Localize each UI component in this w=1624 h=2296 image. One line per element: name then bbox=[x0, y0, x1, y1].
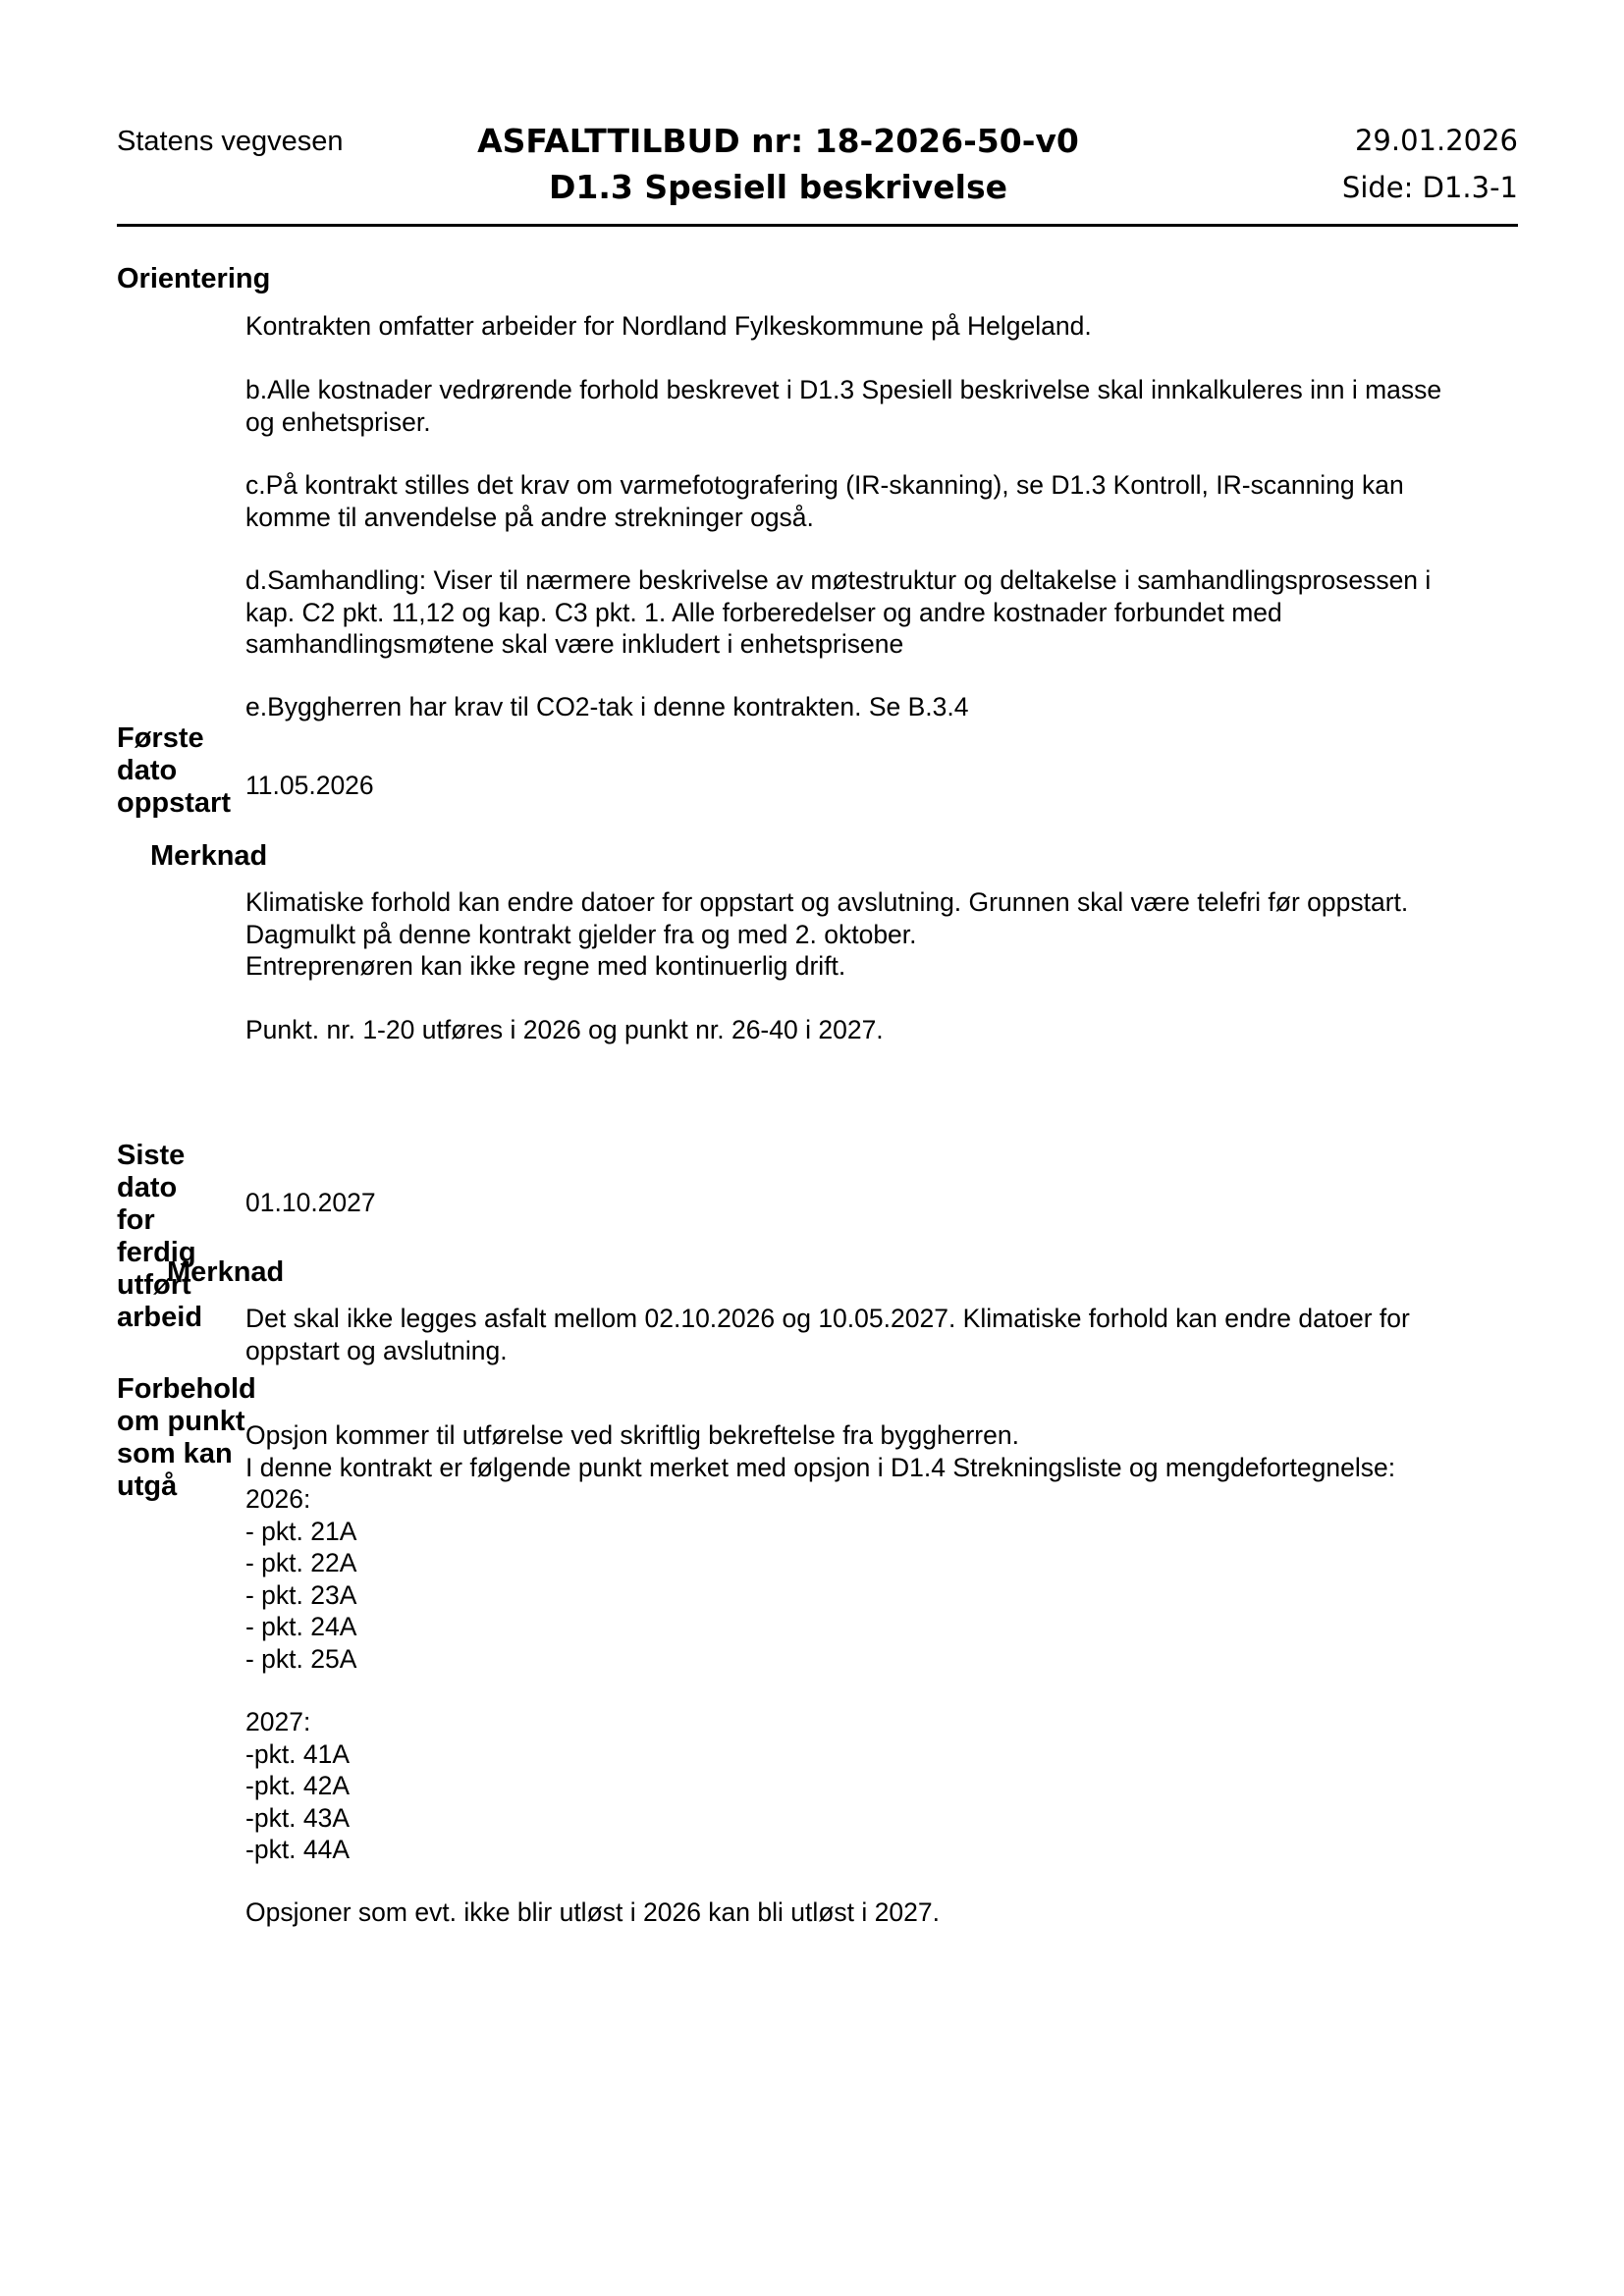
section-heading-siste-dato: Siste dato for ferdig utført arbeid bbox=[117, 1140, 203, 1333]
text-line: c.På kontrakt stilles det krav om varmefotografering (IR-skanning), se D1.3 Kontroll, IR-scanning kan bbox=[245, 470, 1404, 500]
text-line: b.Alle kostnader vedrørende forhold beskrevet i D1.3 Spesiell beskrivelse skal innkalkuleres inn i masse bbox=[245, 375, 1442, 404]
text-line: kap. C2 pkt. 11,12 og kap. C3 pkt. 1. Alle forberedelser og andre kostnader forbundet med bbox=[245, 597, 1282, 627]
page-number: Side: D1.3-1 bbox=[1341, 171, 1518, 204]
text-line: - pkt. 22A bbox=[245, 1548, 357, 1577]
text-line: -pkt. 41A bbox=[245, 1738, 351, 1769]
organization-name: Statens vegvesen bbox=[117, 126, 344, 157]
text-line: Entreprenøren kan ikke regne med kontinuerlig drift. bbox=[245, 951, 846, 981]
text-line: d.Samhandling: Viser til nærmere beskrivelse av møtestruktur og deltakelse i samhandlingsprosessen i bbox=[245, 565, 1432, 595]
paragraph bbox=[245, 886, 1522, 983]
paragraph bbox=[245, 564, 1522, 661]
paragraph bbox=[245, 374, 1522, 438]
end-date-value: 01.10.2027 bbox=[245, 1188, 376, 1217]
paragraph bbox=[245, 1303, 1522, 1366]
text-line: Opsjon kommer til utførelse ved skriftlig bekreftelse fra byggherren. bbox=[245, 1420, 1019, 1450]
text-line: 2026: bbox=[245, 1484, 311, 1514]
text-line: Det skal ikke legges asfalt mellom 02.10.2026 og 10.05.2027. Klimatiske forhold kan endre datoer for bbox=[245, 1304, 1410, 1333]
start-date-value: 11.05.2026 bbox=[245, 771, 374, 800]
paragraph bbox=[245, 310, 1522, 343]
text-line: - pkt. 23A bbox=[245, 1579, 357, 1610]
section-heading-forbehold: Forbehold om punkt som kan utgå bbox=[117, 1373, 256, 1502]
merknad-heading: Merknad bbox=[167, 1256, 285, 1288]
document-title: ASFALTTILBUD nr: 18-2026-50-v0 bbox=[477, 122, 1079, 160]
text-line: I denne kontrakt er følgende punkt merket med opsjon i D1.4 Strekningsliste og mengdefortegnelse: bbox=[245, 1452, 1396, 1482]
option-list-2027 bbox=[245, 1706, 1522, 1866]
section-heading-forste-dato: Første dato oppstart bbox=[117, 722, 231, 819]
paragraph bbox=[245, 1896, 1522, 1929]
text-line: Dagmulkt på denne kontrakt gjelder fra og med 2. oktober. bbox=[245, 919, 917, 949]
section-heading-orientering: Orientering bbox=[117, 263, 271, 294]
header-divider bbox=[117, 224, 1518, 227]
paragraph bbox=[245, 469, 1522, 533]
text-line: oppstart og avslutning. bbox=[245, 1335, 508, 1365]
document-date: 29.01.2026 bbox=[1354, 124, 1518, 157]
paragraph bbox=[245, 1014, 1522, 1046]
document-subtitle: D1.3 Spesiell beskrivelse bbox=[549, 168, 1007, 206]
text-line: -pkt. 44A bbox=[245, 1835, 351, 1864]
text-line: - pkt. 25A bbox=[245, 1643, 357, 1674]
paragraph bbox=[245, 1419, 1522, 1675]
text-line: -pkt. 43A bbox=[245, 1802, 351, 1833]
paragraph bbox=[245, 691, 1522, 723]
text-line: - pkt. 24A bbox=[245, 1612, 357, 1641]
text-line: Opsjoner som evt. ikke blir utløst i 2026 kan bli utløst i 2027. bbox=[245, 1897, 940, 1927]
text-line: Klimatiske forhold kan endre datoer for oppstart og avslutning. Grunnen skal være telefri før oppstart. bbox=[245, 887, 1409, 917]
page-header bbox=[117, 116, 1518, 226]
merknad-heading: Merknad bbox=[150, 840, 268, 872]
text-line: komme til anvendelse på andre strekninger også. bbox=[245, 502, 814, 532]
text-line: -pkt. 42A bbox=[245, 1771, 351, 1800]
text-line: og enhetspriser. bbox=[245, 406, 431, 437]
text-line: e.Byggherren har krav til CO2-tak i denne kontrakten. Se B.3.4 bbox=[245, 692, 969, 721]
text-line: Punkt. nr. 1-20 utføres i 2026 og punkt nr. 26-40 i 2027. bbox=[245, 1015, 884, 1044]
text-line: - pkt. 21A bbox=[245, 1516, 357, 1546]
text-line: 2027: bbox=[245, 1707, 311, 1736]
text-line: samhandlingsmøtene skal være inkludert i enhetsprisene bbox=[245, 629, 904, 659]
text-line: Kontrakten omfatter arbeider for Nordland Fylkeskommune på Helgeland. bbox=[245, 311, 1092, 341]
